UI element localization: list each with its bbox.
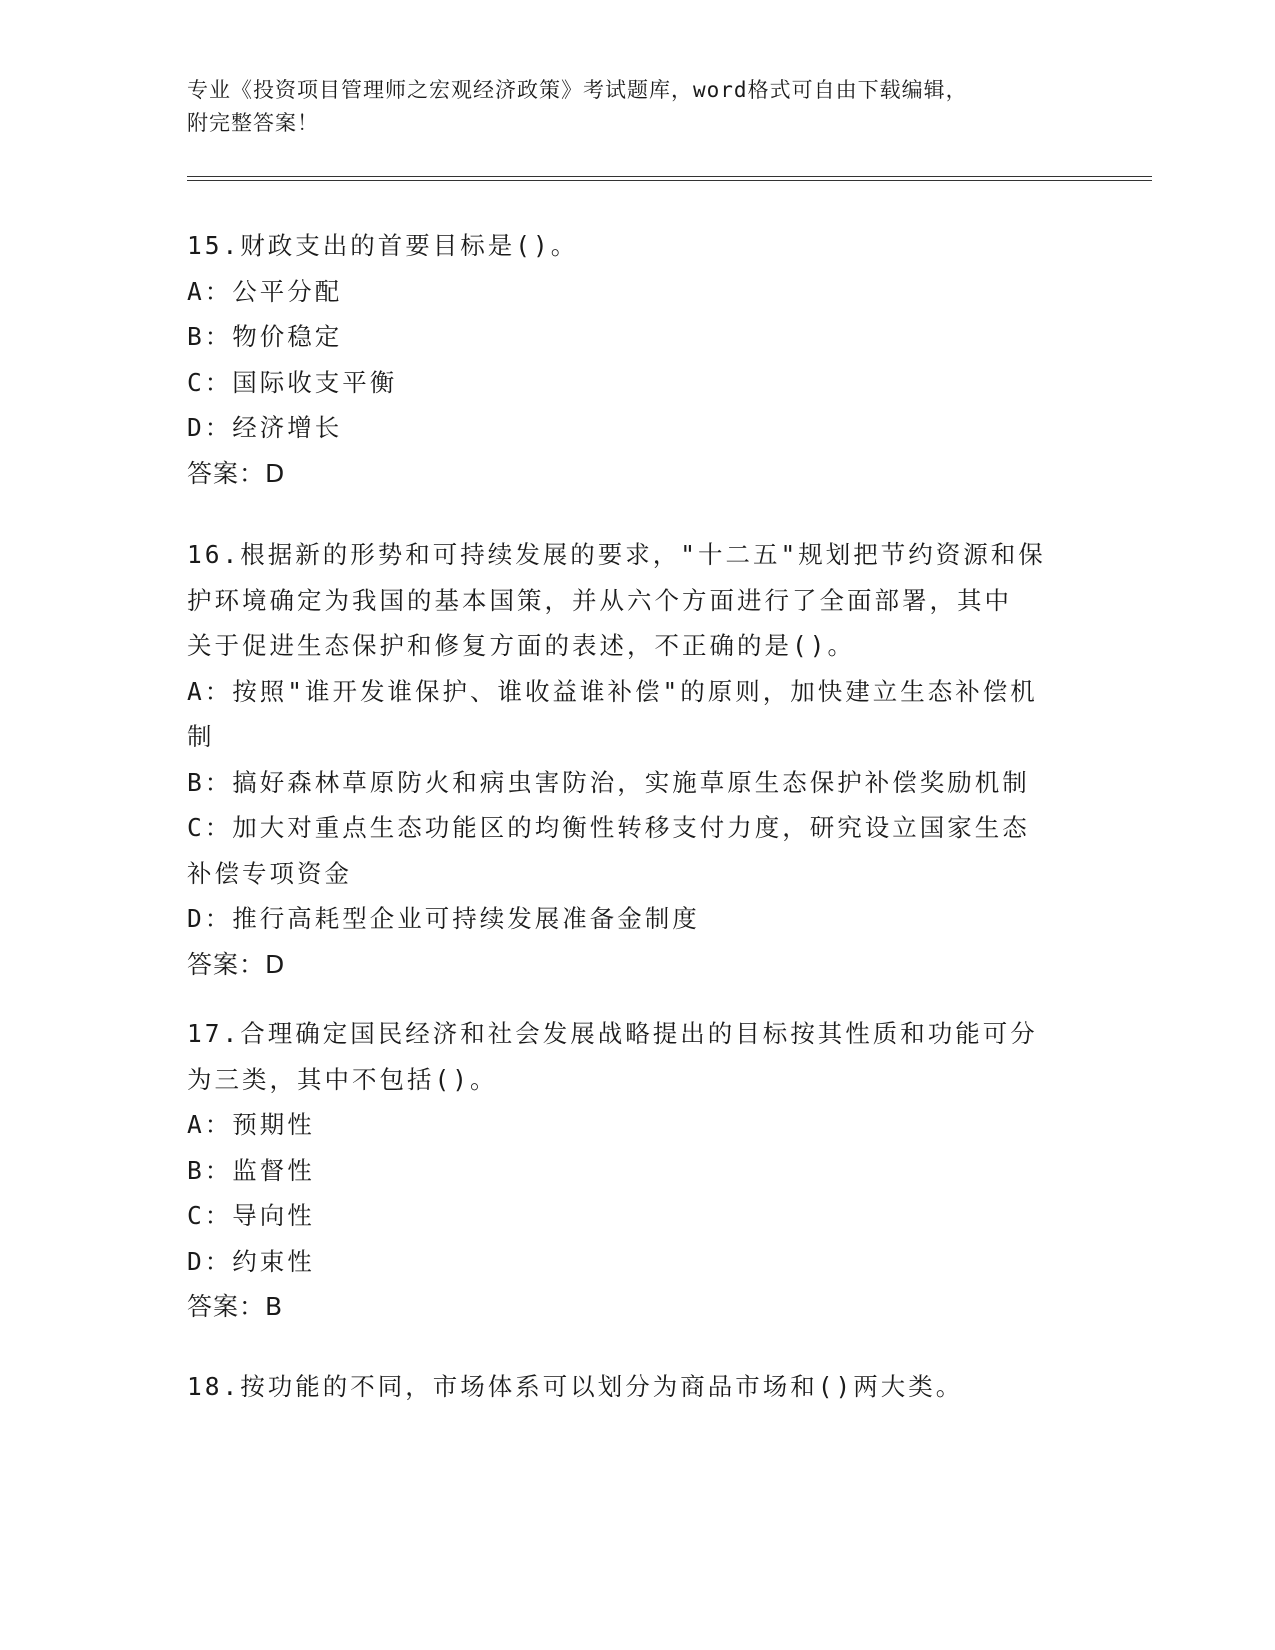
header-double-rule	[187, 176, 1152, 181]
option-d: D：推行高耗型企业可持续发展准备金制度	[187, 904, 700, 933]
answer: 答案：D	[187, 949, 286, 979]
question-stem-line-1: 17.合理确定国民经济和社会发展战略提出的目标按其性质和功能可分	[187, 1019, 1038, 1048]
question-stem: 15.财政支出的首要目标是()。	[187, 231, 579, 260]
option-a-line-2: 制	[187, 722, 215, 751]
option-b: B：搞好森林草原防火和病虫害防治，实施草原生态保护补偿奖励机制	[187, 767, 1030, 797]
option-c-line-2: 补偿专项资金	[187, 858, 352, 888]
answer: 答案：D	[187, 458, 286, 488]
document-header	[187, 74, 1087, 140]
option-b: B：监督性	[187, 1155, 315, 1185]
option-c-line-1: C：加大对重点生态功能区的均衡性转移支付力度，研究设立国家生态	[187, 813, 1030, 842]
question-stem-line-2: 为三类，其中不包括()。	[187, 1064, 498, 1094]
option-d: D：约束性	[187, 1246, 315, 1276]
question-stem-line-2: 护环境确定为我国的基本国策，并从六个方面进行了全面部署，其中	[187, 585, 1012, 615]
question-stem-line-3: 关于促进生态保护和修复方面的表述，不正确的是()。	[187, 631, 855, 660]
question-16	[187, 532, 1077, 987]
option-b: B：物价稳定	[187, 322, 343, 351]
question-15	[187, 223, 1077, 496]
option-c: C：导向性	[187, 1201, 315, 1230]
question-18	[187, 1364, 1077, 1410]
option-a-line-1: A：按照"谁开发谁保护、谁收益谁补偿"的原则，加快建立生态补偿机	[187, 676, 1038, 706]
option-d: D：经济增长	[187, 413, 343, 442]
question-stem: 18.按功能的不同，市场体系可以划分为商品市场和()两大类。	[187, 1372, 964, 1401]
question-17	[187, 1011, 1077, 1330]
header-line-1: 专业《投资项目管理师之宏观经济政策》考试题库，word格式可自由下载编辑，	[187, 78, 968, 102]
answer: 答案：B	[187, 1292, 284, 1321]
header-line-2: 附完整答案！	[187, 111, 319, 135]
option-a: A：公平分配	[187, 276, 343, 306]
option-a: A：预期性	[187, 1110, 315, 1139]
question-stem-line-1: 16.根据新的形势和可持续发展的要求，"十二五"规划把节约资源和保	[187, 540, 1046, 569]
option-c: C：国际收支平衡	[187, 367, 398, 397]
